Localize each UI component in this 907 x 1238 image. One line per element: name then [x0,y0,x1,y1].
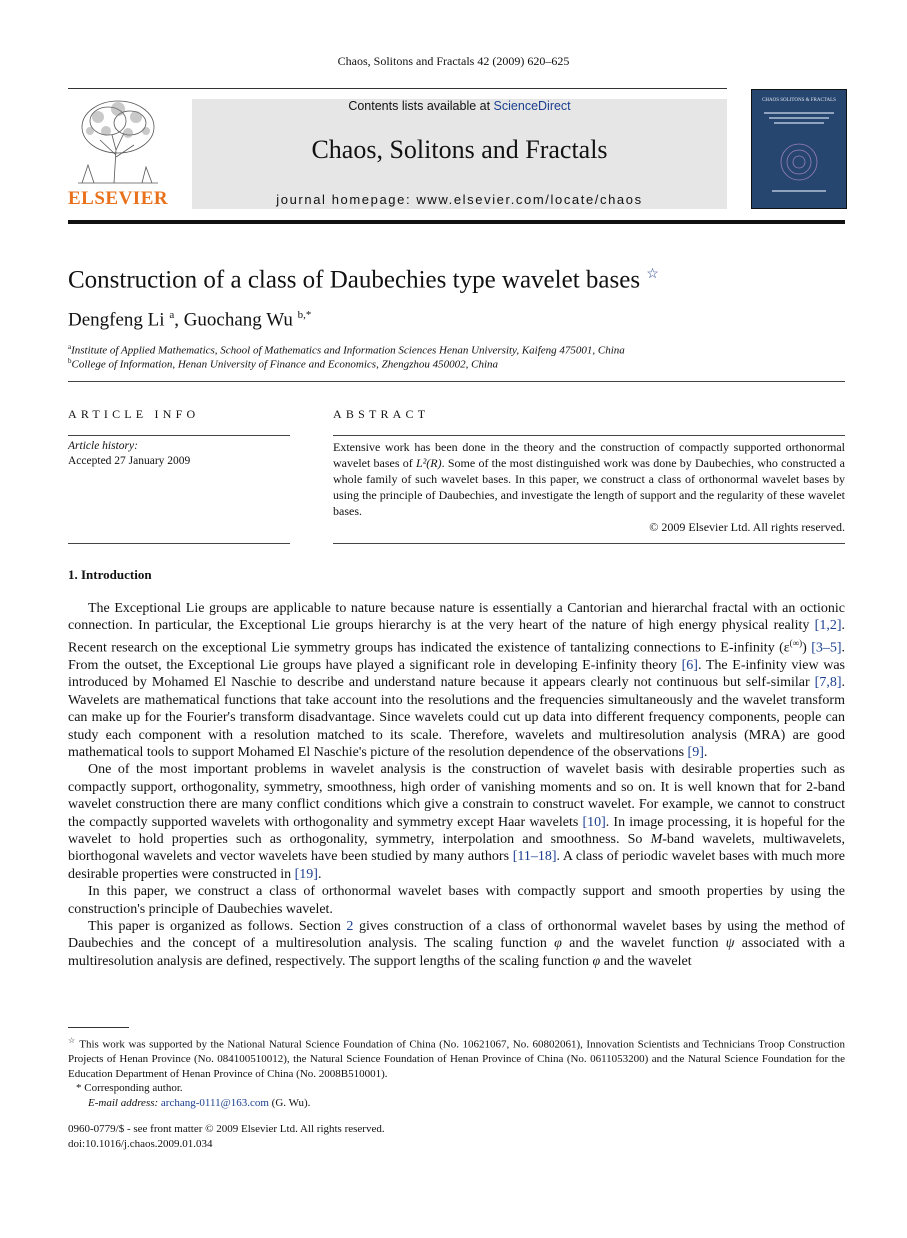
citation-link[interactable]: [19] [294,866,318,882]
header-thick-rule [68,220,845,224]
email-suffix: (G. Wu). [268,1097,311,1110]
article-info-heading: ARTICLE INFO [68,407,200,421]
math-sup: (∞) [789,637,803,648]
footnote-mark: * [76,1082,82,1095]
abstract-body [333,440,845,535]
abstract-text-part: . Some of the most distinguished work was done by Daubechies, who constructed a whole family of such wavelet bases. In this paper, we construct a class of orthonormal wavelet bases by using the principle of Daubechies, and investigate the length of support and the regularity of these wavelet bases. [333,455,845,518]
journal-cover-image[interactable] [751,89,847,209]
corresponding-footnote [68,1081,845,1096]
text-run: . Wavelets are mathematical functions that take account into the resolutions and the frequencies simultaneously and the wavelet transform can make up for the Fourier's transform disadvantage. Since wavelets could cut up data into different frequency components, people can study each component with a resolution matched to its scale. Therefore, wavelets and multiresolution analysis (MRA) are good mathematical tools to support Mohamed El Naschie's picture of the resolution dependence of the observations [68,675,845,760]
journal-citation: Chaos, Solitons and Fractals 42 (2009) 620–625 [337,54,570,68]
author-affil-sup: b,* [297,309,312,321]
footnote-rule [68,1027,129,1028]
math-var: φ [554,936,562,952]
article-history-label: Article history: [68,440,138,452]
citation-link[interactable]: [9] [687,744,704,760]
text-run: -band wavelets, multiwavelets, biorthogonal wavelets and vector wavelets have been studied by many authors [68,831,845,865]
footnote-text: Corresponding author. [84,1082,183,1095]
paragraph [68,600,845,761]
math-var: M [650,831,663,847]
abstract-copyright: © 2009 Elsevier Ltd. All rights reserved. [649,519,845,534]
affil-sup: a [68,343,72,351]
fractal-icon [752,90,846,208]
section-heading-introduction: 1. Introduction [68,567,152,582]
abstract-bottom-rule [333,543,845,544]
journal-homepage[interactable]: journal homepage: www.elsevier.com/locate/chaos [276,192,643,207]
section-link[interactable]: 2 [346,918,354,934]
math-var: ψ [725,936,735,952]
abstract-rule [333,435,845,436]
text-run: . Recent research on the exceptional Lie symmetry groups has indicated the existence of tantalizing connections to E-infinity (ε [68,618,845,656]
abstract-text-part: Extensive work has been done in the theory and the construction of compactly supported orthonormal wavelet bases of [333,440,845,470]
author-separator: , [174,309,184,331]
text-run: . From the outset, the Exceptional Lie groups have played a significant role in developing E-infinity theory [68,640,846,673]
text-run: The Exceptional Lie groups are applicable to nature because nature is essentially a Cantorian and hierarchal fractal with an octionic connection. In particular, the Exceptional Lie groups hierarchy is at the very heart of the nature of high energy physical reality [68,601,845,634]
footnote-star-icon: ☆ [68,1036,76,1045]
article-info-rule [68,435,290,436]
footnotes [68,1034,845,1111]
affiliation-b [68,357,498,371]
author-name[interactable]: Dengfeng Li [68,309,165,331]
text-run: . A class of periodic wavelet bases with much more desirable properties were constructed in [68,849,845,882]
issn-line: 0960-0779/$ - see front matter © 2009 Elsevier Ltd. All rights reserved. [68,1123,385,1135]
text-run: ) [802,640,812,656]
email-footnote [68,1096,845,1111]
cover-title: CHAOS SOLITONS & FRACTALS [762,98,836,103]
footnote-text: This work was supported by the National Natural Science Foundation of China (No. 10621067, No. 60802061), Innovation Scientists and Technicians Troop Construction Projects of Henan Province (No. 084100510012), the Natural Science Foundation of Henan Province of China (No. 0611053200) and the Natural Science Foundation for the Education Department of Henan Province of China (No. 2008B510001). [68,1038,845,1080]
elsevier-logo[interactable] [68,95,168,210]
text-run: and the wavelet [600,953,692,969]
math-var: φ [592,953,601,969]
doi-line[interactable]: doi:10.1016/j.chaos.2009.01.034 [68,1137,213,1150]
author-affil-sup: a [169,309,175,321]
text-run: . In image processing, it is hopeful for the wavelet to hold properties such as orthogonality, symmetry, interpolation and smoothness. So [68,814,845,847]
contents-line [192,99,727,113]
paragraph [68,918,845,970]
affiliation-a [68,343,625,357]
introduction-body [68,600,845,970]
text-run: This paper is organized as follows. Section [88,918,347,934]
header-rule [68,88,727,89]
email-label: E-mail address: [88,1097,159,1110]
citation-link[interactable]: [6] [681,657,698,673]
abstract-heading: ABSTRACT [333,407,430,421]
elsevier-wordmark: ELSEVIER [68,188,169,209]
text-run: and the wavelet function [561,936,726,952]
citation-link[interactable]: [10] [582,814,606,830]
email-link[interactable]: archang-0111@163.com [160,1097,269,1110]
citation-link[interactable]: [3–5] [811,640,842,656]
funding-footnote [68,1034,845,1081]
citation-link[interactable]: [7,8] [814,675,842,691]
text-run: . [317,866,322,882]
journal-header-box [192,99,727,209]
text-run: . The E-infinity view was introduced by Mohamed El Naschie to describe and understand nature because it appears clearly not continuous but self-similar [68,657,846,691]
front-matter-info [68,1122,385,1151]
citation-link[interactable]: [11–18] [512,849,557,865]
journal-title: Chaos, Solitons and Fractals [311,135,608,164]
text-run: associated with a multiresolution analysis are defined, respectively. The support lengths of the scaling function [68,936,845,969]
tree-icon [68,95,168,187]
author-name[interactable]: Guochang Wu [183,309,293,331]
sciencedirect-link[interactable]: ScienceDirect [493,99,571,113]
author-list [68,309,311,331]
affiliation-text: Institute of Applied Mathematics, School of Mathematics and Information Sciences Henan University, Kaifeng 475001, China [71,344,625,357]
article-title-text: Construction of a class of Daubechies type wavelet bases [68,266,641,294]
article-history-value: Accepted 27 January 2009 [68,455,191,467]
citation-link[interactable]: [1,2] [814,618,842,634]
article-title [68,266,659,294]
title-footnote-star-icon[interactable]: ☆ [646,267,659,282]
paragraph: In this paper, we construct a class of orthonormal wavelet bases with compactly support and smooth properties by using the construction's principle of Daubechies wavelet. [68,884,845,917]
article-info-bottom-rule [68,543,290,544]
affiliation-rule [68,381,845,382]
text-run: One of the most important problems in wavelet analysis is the construction of wavelet basis with desirable properties such as compactly support, orthogonality, symmetry, smoothness, high order of vanishing moments and so on. It is well known that for 2-band wavelet construction there are many conflict conditions which give a constrain to construct wavelet. For example, we cannot to construct the compactly supported wavelets with orthogonality and symmetry except Haar wavelets [68,762,845,830]
contents-prefix: Contents lists available at [348,99,494,113]
paragraph [68,761,845,883]
text-run: gives construction of a class of orthonormal wavelet bases by using the method of Daubechies and the concept of a multiresolution analysis. The scaling function [68,918,845,952]
affil-sup: b [68,357,72,365]
text-run: . [703,744,708,760]
affiliation-text: College of Information, Henan University of Finance and Economics, Zhengzhou 450002, China [71,358,499,371]
math-l2: L²(R) [416,455,442,470]
